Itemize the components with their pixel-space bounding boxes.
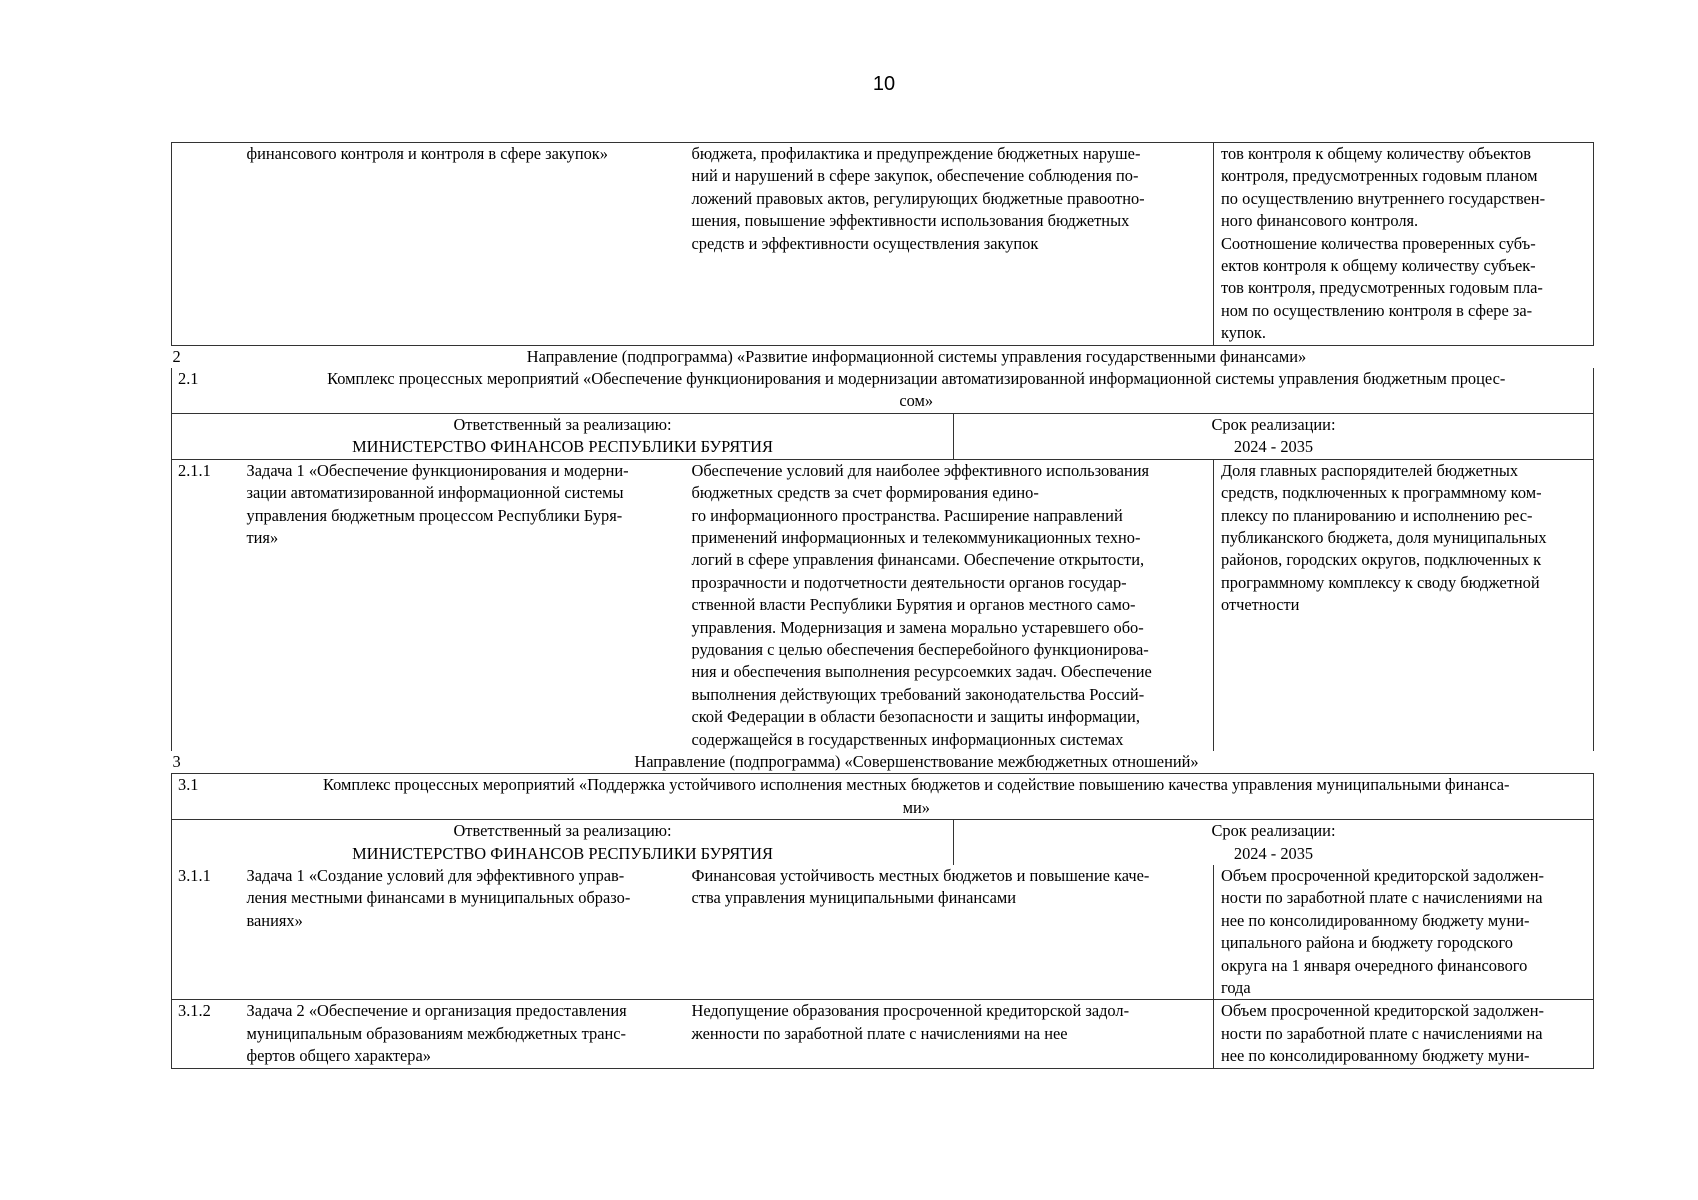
text-line: женности по заработной плате с начислениями на нее — [691, 1023, 1068, 1043]
text-line: ления местными финансами в муниципальных образо- — [246, 888, 631, 908]
direction-title — [240, 751, 1594, 774]
text-line: Задача 1 «Обеспечение функционирования и модерни- — [246, 460, 629, 480]
row-number: 3.1.2 — [172, 1000, 240, 1068]
text-line: шения, повышение эффективности использования бюджетных — [691, 211, 1130, 231]
text-line: содержащейся в государственных информационных системах — [691, 729, 1124, 749]
direction-title-text: Направление (подпрограмма) «Совершенствование межбюджетных отношений» — [634, 751, 1199, 771]
row-number: 2.1.1 — [172, 459, 240, 751]
program-structure-table — [171, 142, 1594, 1069]
complex-title — [240, 368, 1594, 413]
task-text: финансового контроля и контроля в сфере закупок» — [246, 144, 608, 163]
text-line: зации автоматизированной информационной системы — [246, 483, 624, 503]
complex-number: 3.1 — [172, 774, 240, 820]
table-row-complex-3-1 — [172, 774, 1594, 820]
text-line: Задача 2 «Обеспечение и организация предоставления — [246, 1001, 627, 1021]
row-number: 3.1.1 — [172, 865, 240, 1000]
text-line: средств, подключенных к программному ком- — [1221, 483, 1542, 503]
text-line: муниципальным образованиям межбюджетных транс- — [246, 1023, 626, 1043]
row-number-cell — [172, 143, 240, 346]
text-line: ми» — [902, 797, 930, 817]
text-line: нее по консолидированному бюджету муни- — [1221, 1046, 1530, 1066]
period-value: 2024 - 2035 — [1233, 437, 1314, 457]
text-line: года — [1221, 978, 1251, 998]
text-line: Недопущение образования просроченной кредиторской задол- — [691, 1001, 1130, 1021]
responsible-label: Ответственный за реализацию: — [453, 414, 672, 434]
period-value: 2024 - 2035 — [1233, 843, 1314, 863]
text-line: логий в сфере управления финансами. Обеспечение открытости, — [691, 550, 1145, 570]
text-line: управления бюджетным процессом Республики Буря- — [246, 505, 623, 525]
text-line: ния и обеспечения выполнения ресурсоемких задач. Обеспечение — [691, 662, 1152, 682]
table-row-task-3-1-2 — [172, 1000, 1594, 1068]
text-line: средств и эффективности осуществления закупок — [691, 233, 1039, 253]
text-line: тов контроля, предусмотренных годовым пла- — [1221, 278, 1543, 298]
task-cell — [240, 143, 685, 346]
responsible-org: МИНИСТЕРСТВО ФИНАНСОВ РЕСПУБЛИКИ БУРЯТИЯ — [352, 843, 773, 863]
text-line: округа на 1 января очередного финансового — [1221, 955, 1528, 975]
text-line: Комплекс процессных мероприятий «Обеспечение функционирования и модернизации автоматизированной информационной системы управления бюджетным процес- — [327, 369, 1506, 389]
indicator-cell — [1214, 1000, 1594, 1068]
section-number: 2 — [172, 345, 240, 368]
responsible-cell — [172, 413, 954, 459]
text-line: Соотношение количества проверенных субъ- — [1221, 233, 1536, 253]
text-line: районов, городских округов, подключенных к — [1221, 550, 1542, 570]
text-line: бюджетных средств за счет формирования едино- — [691, 483, 1039, 503]
text-line: программному комплексу к своду бюджетной — [1221, 572, 1540, 592]
indicator-cell — [1214, 143, 1594, 346]
task-cell — [240, 1000, 685, 1068]
task-cell — [240, 865, 685, 1000]
table-row-task-2-1-1 — [172, 459, 1594, 751]
text-line: рудования с целью обеспечения бесперебойного функционирова- — [691, 639, 1149, 659]
text-line: Обеспечение условий для наиболее эффективного использования — [691, 460, 1150, 480]
text-line: Комплекс процессных мероприятий «Поддержка устойчивого исполнения местных бюджетов и содействие повышению качества управления муниципальными финанса- — [323, 775, 1510, 795]
responsible-org: МИНИСТЕРСТВО ФИНАНСОВ РЕСПУБЛИКИ БУРЯТИЯ — [352, 437, 773, 457]
text-line: тия» — [246, 527, 279, 547]
table-row-direction-3 — [172, 751, 1594, 774]
text-line: контроля, предусмотренных годовым планом — [1221, 166, 1538, 186]
text-line: купок. — [1221, 323, 1266, 343]
indicator-cell — [1214, 459, 1594, 751]
text-line: ний и нарушений в сфере закупок, обеспечение соблюдения по- — [691, 166, 1139, 186]
section-number: 3 — [172, 751, 181, 771]
text-line: публиканского бюджета, доля муниципальных — [1221, 527, 1547, 547]
complex-title — [240, 774, 1594, 820]
expected-result-cell — [685, 1000, 1214, 1068]
period-label: Срок реализации: — [1211, 821, 1336, 841]
table-row-continuation — [172, 143, 1594, 346]
text-line: бюджета, профилактика и предупреждение бюджетных наруше- — [691, 144, 1141, 163]
table-row-complex-2-1 — [172, 368, 1594, 413]
expected-result-cell — [685, 865, 1214, 1000]
complex-number: 2.1 — [172, 368, 240, 413]
expected-result-cell — [685, 459, 1214, 751]
text-line: ложений правовых актов, регулирующих бюджетные правоотно- — [691, 188, 1145, 208]
text-line: плексу по планированию и исполнению рес- — [1221, 505, 1533, 525]
text-line: тов контроля к общему количеству объектов — [1221, 144, 1531, 163]
table-row-responsible-2-1 — [172, 413, 1594, 459]
text-line: го информационного пространства. Расширение направлений — [691, 505, 1123, 525]
text-line: Финансовая устойчивость местных бюджетов и повышение каче- — [691, 866, 1150, 885]
table-row-task-3-1-1 — [172, 865, 1594, 1000]
period-cell — [954, 820, 1594, 865]
text-line: ном по осуществлению контроля в сфере за- — [1221, 300, 1533, 320]
indicator-cell — [1214, 865, 1594, 1000]
direction-title — [240, 345, 1594, 368]
text-line: нее по консолидированному бюджету муни- — [1221, 910, 1530, 930]
text-line: прозрачности и подотчетности деятельности органов государ- — [691, 572, 1127, 592]
period-label: Срок реализации: — [1211, 414, 1336, 434]
text-line: ектов контроля к общему количеству субъек- — [1221, 256, 1536, 276]
text-line: ного финансового контроля. — [1221, 211, 1419, 231]
expected-result-cell — [685, 143, 1214, 346]
table-row-direction-2 — [172, 345, 1594, 368]
text-line: отчетности — [1221, 595, 1300, 615]
text-line: по осуществлению внутреннего государствен- — [1221, 188, 1546, 208]
text-line: ства управления муниципальными финансами — [691, 888, 1017, 908]
text-line: выполнения действующих требований законодательства Россий- — [691, 684, 1145, 704]
text-line: ской Федерации в области безопасности и защиты информации, — [691, 707, 1140, 727]
text-line: ваниях» — [246, 910, 303, 930]
text-line: ности по заработной плате с начислениями на — [1221, 888, 1543, 908]
text-line: ципального района и бюджету городского — [1221, 933, 1514, 953]
text-line: фертов общего характера» — [246, 1046, 431, 1066]
text-line: управления. Модернизация и замена морально устаревшего обо- — [691, 617, 1144, 637]
direction-title-text: Направление (подпрограмма) «Развитие информационной системы управления государственными финансами» — [526, 346, 1307, 366]
text-line: сом» — [899, 391, 934, 411]
task-cell — [240, 459, 685, 751]
responsible-label: Ответственный за реализацию: — [453, 821, 672, 841]
text-line: Задача 1 «Создание условий для эффективного управ- — [246, 866, 625, 885]
text-line: Объем просроченной кредиторской задолжен- — [1221, 1001, 1544, 1021]
text-line: Доля главных распорядителей бюджетных — [1221, 460, 1519, 480]
responsible-cell — [172, 820, 954, 865]
text-line: применений информационных и телекоммуникационных техно- — [691, 527, 1141, 547]
period-cell — [954, 413, 1594, 459]
table-row-responsible-3-1 — [172, 820, 1594, 865]
text-line: Объем просроченной кредиторской задолжен- — [1221, 866, 1544, 885]
page-number: 10 — [872, 73, 896, 95]
text-line: ности по заработной плате с начислениями на — [1221, 1023, 1543, 1043]
text-line: ственной власти Республики Бурятия и органов местного само- — [691, 595, 1136, 615]
